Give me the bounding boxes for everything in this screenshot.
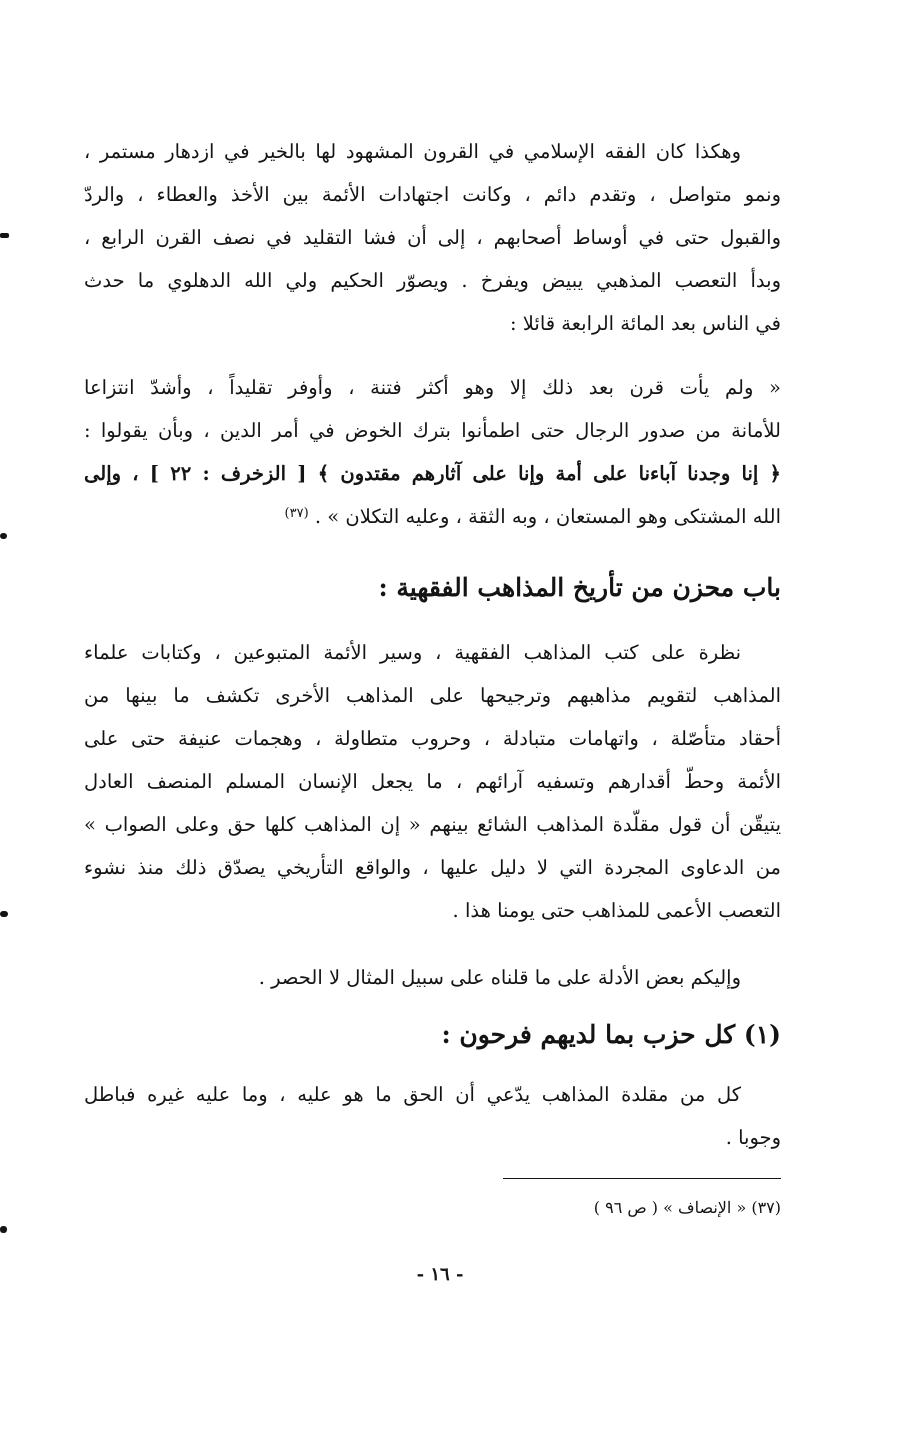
text-line: المذاهب لتقويم مذاهبهم وترجيحها على المذاهب الأخرى تكشف ما بينها من bbox=[84, 684, 781, 707]
text-line: وجوبا . bbox=[725, 1126, 781, 1149]
scan-mark bbox=[0, 233, 9, 238]
text-line: الأئمة وحطّ أقدارهم وتسفيه آرائهم ، ما يجعل الإنسان المسلم المنصف العادل bbox=[84, 770, 781, 793]
page-number: - ١٦ - bbox=[416, 1264, 464, 1285]
paragraph-3: وإليكم بعض الأدلة على ما قلناه على سبيل المثال لا الحصر . bbox=[258, 966, 741, 989]
scan-mark bbox=[0, 911, 8, 917]
quote-text: الله المشتكى وهو المستعان ، وبه الثقة ، وعليه التكلان » . bbox=[314, 505, 781, 528]
text-line: وهكذا كان الفقه الإسلامي في القرون المشهود لها بالخير في ازدهار مستمر ، bbox=[84, 140, 741, 163]
footnote-rule bbox=[503, 1178, 781, 1179]
quote-line: ﴿ إنا وجدنا آباءنا على أمة وإنا على آثارهم مقتدون ﴾ [ الزخرف : ٢٢ ] ، وإلى bbox=[84, 462, 781, 485]
text-line: وبدأ التعصب المذهبي يبيض ويفرخ . ويصوّر الحكيم ولي الله الدهلوي ما حدث bbox=[84, 269, 781, 292]
subsection-heading: (١) كل حزب بما لديهم فرحون : bbox=[441, 1020, 781, 1049]
scan-mark bbox=[0, 533, 7, 539]
text-line: التعصب الأعمى للمذاهب حتى يومنا هذا . bbox=[452, 899, 781, 922]
section-heading: باب محزن من تأريخ المذاهب الفقهية : bbox=[378, 573, 781, 602]
text-line: من الدعاوى المجردة التي لا دليل عليها ، والواقع التأريخي يصدّق ذلك منذ نشوء bbox=[84, 856, 781, 879]
footnote: (٣٧) « الإنصاف » ( ص ٩٦ ) bbox=[593, 1198, 781, 1217]
text-line: كل من مقلدة المذاهب يدّعي أن الحق ما هو عليه ، وما عليه غيره فباطل bbox=[84, 1083, 741, 1106]
text-line: نظرة على كتب المذاهب الفقهية ، وسير الأئمة المتبوعين ، وكتابات علماء bbox=[84, 641, 741, 664]
footnote-reference[interactable]: (٣٧) bbox=[284, 506, 309, 521]
quote-line: « ولم يأت قرن بعد ذلك إلا وهو أكثر فتنة ، وأوفر تقليداً ، وأشدّ انتزاعا bbox=[84, 376, 781, 399]
quote-line: للأمانة من صدور الرجال حتى اطمأنوا بترك الخوض في أمر الدين ، وبأن يقولوا : bbox=[84, 419, 781, 442]
text-line: والقبول حتى في أوساط أصحابهم ، إلى أن فشا التقليد في نصف القرن الرابع ، bbox=[84, 226, 781, 249]
quote-line bbox=[84, 507, 781, 527]
text-line: ونمو متواصل ، وتقدم دائم ، وكانت اجتهادات الأئمة بين الأخذ والعطاء ، والردّ bbox=[84, 183, 781, 206]
scan-mark bbox=[0, 1226, 7, 1233]
text-line: يتيقّن أن قول مقلّدة المذاهب الشائع بينهم « إن المذاهب كلها حق وعلى الصواب » bbox=[84, 813, 781, 836]
text-line: في الناس بعد المائة الرابعة قائلا : bbox=[509, 312, 781, 335]
text-line: أحقاد متأصّلة ، واتهامات متبادلة ، وحروب متطاولة ، وهجمات عنيفة حتى على bbox=[84, 727, 781, 750]
